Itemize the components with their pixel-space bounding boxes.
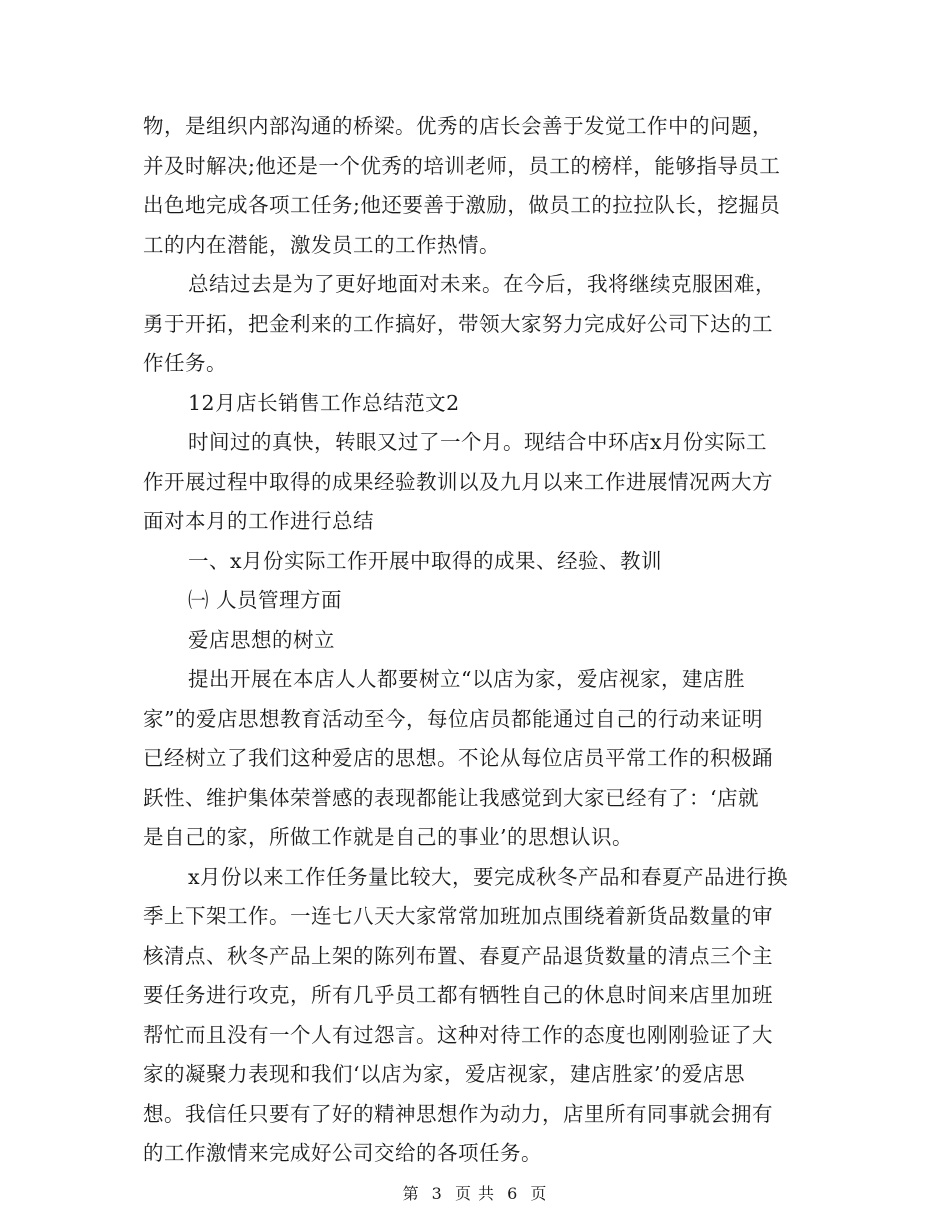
text-line: ㈠ 人员管理方面 (188, 588, 343, 612)
text-line: 物，是组织内部沟通的桥梁。优秀的店长会善于发觉工作中的问题， (143, 114, 773, 138)
text-line: 想。我信任只要有了好的精神思想作为动力，店里所有同事就会拥有 (143, 1101, 773, 1126)
footer-page-number: 3 (431, 1184, 443, 1203)
text-line: 出色地完成各项工任务;他还要善于激励，做员工的拉拉队长，挖掘员 (143, 193, 781, 217)
footer-middle: 页 共 (454, 1184, 496, 1203)
text-line: 面对本月的工作进行总结 (143, 509, 374, 533)
text-line: 并及时解决;他还是一个优秀的培训老师，员工的榜样，能够指导员工 (143, 153, 781, 178)
text-line: 总结过去是为了更好地面对未来。在今后，我将继续克服困难， (188, 272, 776, 296)
text-line: x月份以来工作任务量比较大，要完成秋冬产品和春夏产品进行换 (188, 864, 789, 889)
text-line: 12月店长销售工作总结范文2 (188, 390, 460, 415)
text-line: 工的内在潜能，激发员工的工作热情。 (143, 232, 500, 257)
text-line: 提出开展在本店人人都要树立“以店为家，爱店视家，建店胜 (188, 667, 745, 691)
text-line: 家的凝聚力表现和我们‘以店为家，爱店视家，建店胜家’的爱店思 (143, 1062, 746, 1086)
text-line: 的工作激情来完成好公司交给的各项任务。 (143, 1141, 542, 1165)
text-line: 是自己的家，所做工作就是自己的事业’的思想认识。 (143, 825, 634, 849)
text-line: 家”的爱店思想教育活动至今，每位店员都能通过自己的行动来证明 (143, 706, 763, 731)
footer-total-pages: 6 (507, 1184, 519, 1203)
text-line: 跃性、维护集体荣誉感的表现都能让我感觉到大家已经有了：‘店就 (143, 785, 760, 810)
footer-prefix: 第 (402, 1184, 420, 1203)
text-line: 核清点、秋冬产品上架的陈列布置、春夏产品退货数量的清点三个主 (143, 943, 773, 968)
text-line: 作开展过程中取得的成果经验教训以及九月以来工作进展情况两大方 (143, 469, 773, 494)
page-footer (0, 1181, 950, 1204)
text-line: 帮忙而且没有一个人有过怨言。这种对待工作的态度也刚刚验证了大 (143, 1022, 773, 1047)
document-body (143, 107, 813, 1174)
text-line: 一、x月份实际工作开展中取得的成果、经验、教训 (188, 548, 663, 573)
text-line: 勇于开拓，把金利来的工作搞好，带领大家努力完成好公司下达的工 (143, 311, 773, 336)
text-line: 季上下架工作。一连七八天大家常常加班加点围绕着新货品数量的审 (143, 904, 773, 928)
text-line: 作任务。 (143, 351, 227, 375)
text-line: 爱店思想的树立 (188, 627, 335, 652)
footer-suffix: 页 (530, 1184, 548, 1203)
text-line: 要任务进行攻克，所有几乎员工都有牺牲自己的休息时间来店里加班 (143, 983, 773, 1007)
text-line: 已经树立了我们这种爱店的思想。不论从每位店员平常工作的积极踊 (143, 746, 773, 770)
text-line: 时间过的真快，转眼又过了一个月。现结合中环店x月份实际工 (188, 430, 768, 454)
